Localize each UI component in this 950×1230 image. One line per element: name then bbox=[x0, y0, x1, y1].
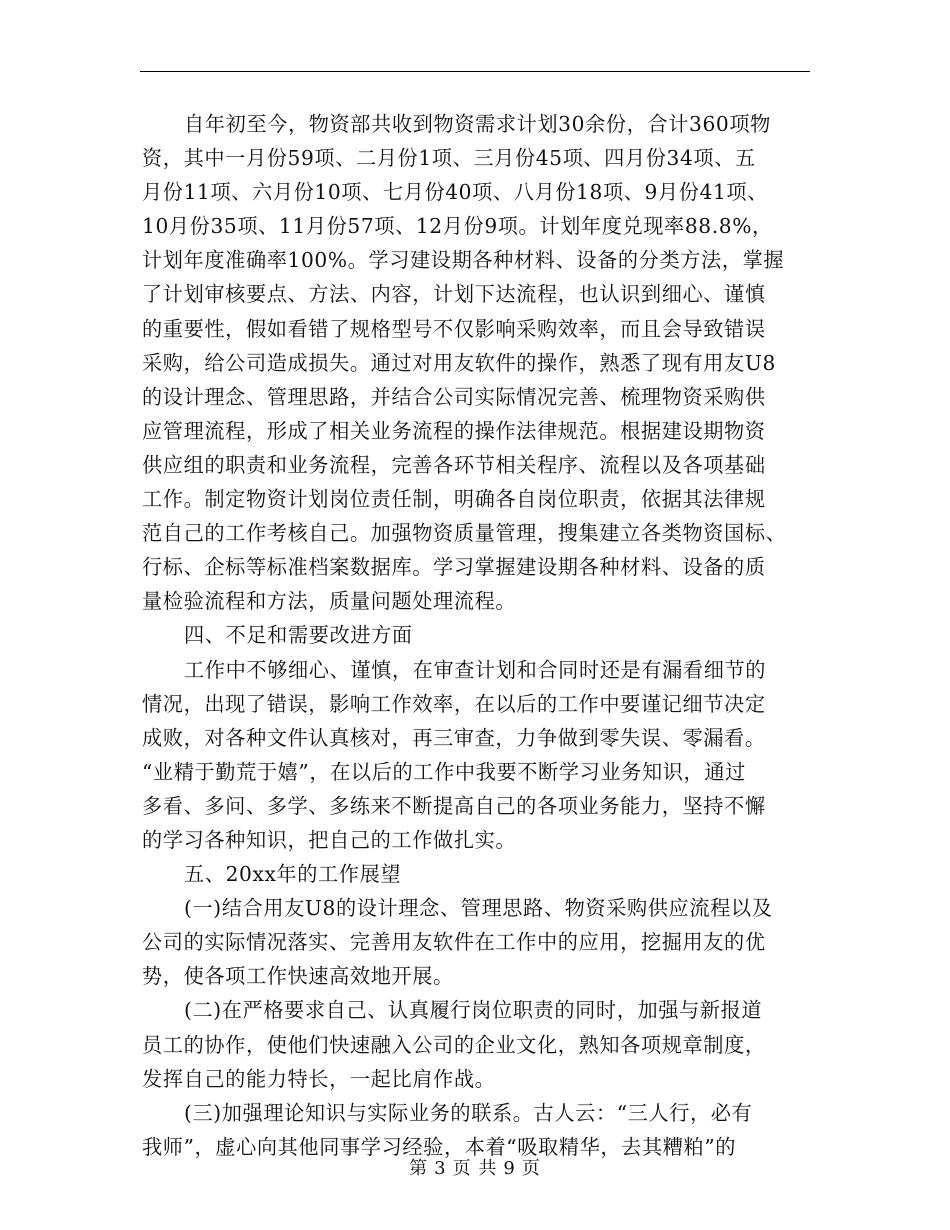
footer-middle: 页 共 bbox=[452, 1158, 498, 1179]
text-line: 应管理流程，形成了相关业务流程的操作法律规范。根据建设期物资 bbox=[142, 418, 766, 443]
text-line: 10月份35项、11月份57项、12月份9项。计划年度兑现率88.8%， bbox=[142, 214, 773, 239]
text-line: 供应组的职责和业务流程，完善各环节相关程序、流程以及各项基础 bbox=[142, 452, 766, 477]
text-line: 了计划审核要点、方法、内容，计划下达流程，也认识到细心、谨慎 bbox=[142, 282, 766, 307]
text-line: 成败，对各种文件认真核对，再三审查，力争做到零失误、零漏看。 bbox=[142, 725, 766, 750]
text-line: 范自己的工作考核自己。加强物资质量管理，搜集建立各类物资国标、 bbox=[142, 521, 787, 546]
text-line: 公司的实际情况落实、完善用友软件在工作中的应用，挖掘用友的优 bbox=[142, 930, 766, 955]
text-line: 工作。制定物资计划岗位责任制，明确各自岗位职责，依据其法律规 bbox=[142, 487, 766, 512]
text-line: 工作中不够细心、谨慎，在审查计划和合同时还是有漏看细节的 bbox=[184, 657, 767, 682]
text-line: 五、20xx年的工作展望 bbox=[184, 862, 402, 887]
footer-total-pages: 9 bbox=[503, 1158, 516, 1179]
footer-suffix: 页 bbox=[521, 1158, 541, 1179]
text-line: 月份11项、六月份10项、七月份40项、八月份18项、9月份41项、 bbox=[142, 180, 768, 205]
text-line: 的学习各种知识，把自己的工作做扎实。 bbox=[142, 827, 517, 852]
text-line: 的重要性，假如看错了规格型号不仅影响采购效率，而且会导致错误 bbox=[142, 316, 766, 341]
text-line: 四、不足和需要改进方面 bbox=[184, 623, 413, 648]
text-line: 量检验流程和方法，质量问题处理流程。 bbox=[142, 589, 517, 614]
footer-prefix: 第 bbox=[409, 1158, 429, 1179]
text-line: (一)结合用友U8的设计理念、管理思路、物资采购供应流程以及 bbox=[184, 896, 773, 921]
header-rule bbox=[140, 71, 810, 72]
text-line: 的设计理念、管理思路，并结合公司实际情况完善、梳理物资采购供 bbox=[142, 384, 766, 409]
text-line: 势，使各项工作快速高效地开展。 bbox=[142, 964, 454, 989]
text-line: 我师”，虚心向其他同事学习经验，本着“吸取精华，去其糟粕”的 bbox=[142, 1134, 737, 1159]
page-footer bbox=[0, 1154, 950, 1180]
footer-page-number: 3 bbox=[434, 1158, 447, 1179]
text-line: 行标、企标等标准档案数据库。学习掌握建设期各种材料、设备的质 bbox=[142, 555, 766, 580]
text-line: (二)在严格要求自己、认真履行岗位职责的同时，加强与新报道 bbox=[184, 998, 763, 1023]
text-line: 多看、多问、多学、多练来不断提高自己的各项业务能力，坚持不懈 bbox=[142, 793, 766, 818]
text-line: 发挥自己的能力特长，一起比肩作战。 bbox=[142, 1066, 496, 1091]
text-line: 资，其中一月份59项、二月份1项、三月份45项、四月份34项、五 bbox=[142, 146, 756, 171]
text-line: 计划年度准确率100%。学习建设期各种材料、设备的分类方法，掌握 bbox=[142, 248, 785, 273]
text-line: 采购，给公司造成损失。通过对用友软件的操作，熟悉了现有用友U8 bbox=[142, 350, 776, 375]
text-line: “业精于勤荒于嬉”，在以后的工作中我要不断学习业务知识，通过 bbox=[142, 759, 746, 784]
text-line: 员工的协作，使他们快速融入公司的企业文化，熟知各项规章制度， bbox=[142, 1032, 766, 1057]
text-line: 情况，出现了错误，影响工作效率，在以后的工作中要谨记细节决定 bbox=[142, 691, 766, 716]
document-body bbox=[142, 107, 812, 1164]
text-line: 自年初至今，物资部共收到物资需求计划30余份，合计360项物 bbox=[184, 112, 771, 136]
text-line: (三)加强理论知识与实际业务的联系。古人云：“三人行，必有 bbox=[184, 1100, 753, 1125]
